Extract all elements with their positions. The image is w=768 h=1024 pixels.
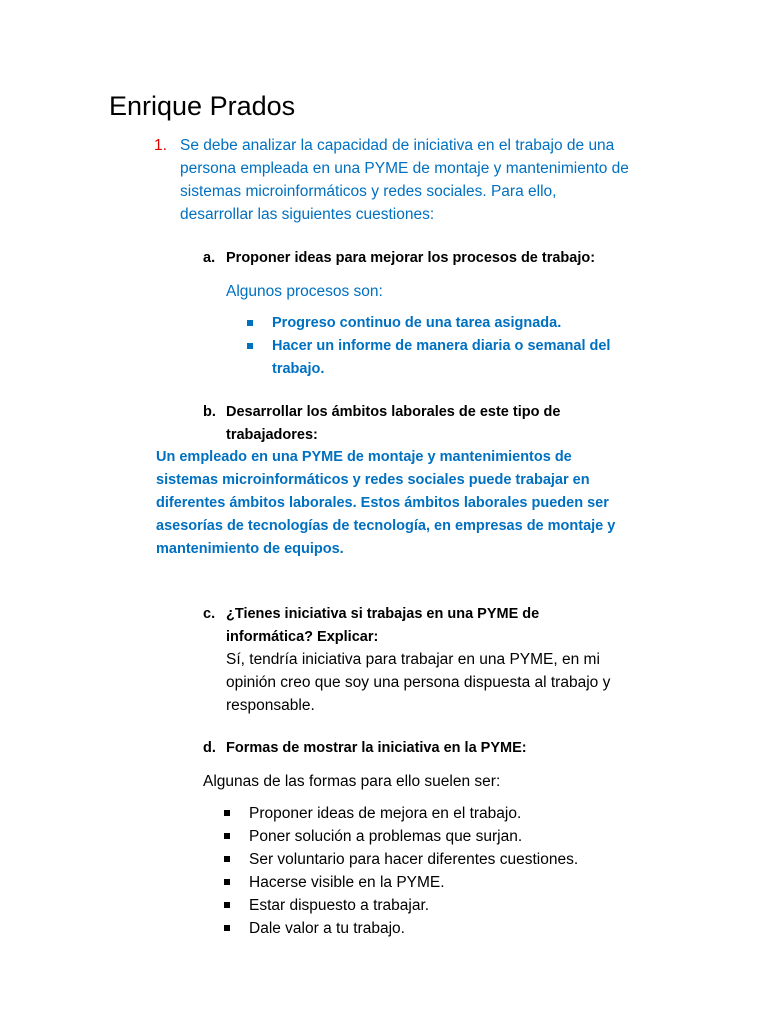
heading-line: informática? Explicar: xyxy=(226,629,379,645)
bullet-square-icon xyxy=(247,343,253,349)
section-c-letter: c. xyxy=(203,606,216,622)
section-a-heading: Proponer ideas para mejorar los procesos de trabajo: xyxy=(226,250,596,266)
answer-line: Un empleado en una PYME de montaje y mantenimientos de xyxy=(156,449,572,465)
list-item-text: Dale valor a tu trabajo. xyxy=(249,920,405,937)
list-item xyxy=(245,335,610,358)
bullet-square-icon xyxy=(224,856,230,862)
list-item-text: Hacer un informe de manera diaria o semanal del xyxy=(272,338,611,354)
question-number: 1. xyxy=(154,137,167,154)
list-item xyxy=(222,802,578,825)
list-item xyxy=(222,894,578,917)
section-b-heading xyxy=(226,401,560,447)
list-item-text: Ser voluntario para hacer diferentes cuestiones. xyxy=(249,851,579,868)
bullet-square-icon xyxy=(247,320,253,326)
list-item-text: Hacerse visible en la PYME. xyxy=(249,874,445,891)
section-a-intro: Algunos procesos son: xyxy=(226,283,383,300)
question-line: sistemas microinformáticos y redes sociales. Para ello, xyxy=(180,183,557,200)
section-d-letter: d. xyxy=(203,740,216,756)
section-d-heading: Formas de mostrar la iniciativa en la PYME: xyxy=(226,740,527,756)
answer-line: responsable. xyxy=(226,697,315,714)
bullet-square-icon xyxy=(224,902,230,908)
answer-line: sistemas microinformáticos y redes sociales puede trabajar en xyxy=(156,472,590,488)
bullet-square-icon xyxy=(224,810,230,816)
section-d-bullet-list xyxy=(222,802,578,940)
list-item xyxy=(222,917,578,940)
heading-line: Desarrollar los ámbitos laborales de este tipo de xyxy=(226,404,561,420)
section-a-letter: a. xyxy=(203,250,216,266)
answer-line: mantenimiento de equipos. xyxy=(156,541,344,557)
list-item xyxy=(222,848,578,871)
section-d-intro: Algunas de las formas para ello suelen ser: xyxy=(203,773,501,790)
list-item-text: Poner solución a problemas que surjan. xyxy=(249,828,523,845)
heading-line: ¿Tienes iniciativa si trabajas en una PYME de xyxy=(226,606,540,622)
bullet-square-icon xyxy=(224,925,230,931)
list-item-text: Proponer ideas de mejora en el trabajo. xyxy=(249,805,522,822)
question-line: desarrollar las siguientes cuestiones: xyxy=(180,206,435,223)
question-text xyxy=(180,134,680,226)
section-b-answer xyxy=(156,446,615,561)
list-item xyxy=(245,312,610,335)
section-c-answer xyxy=(226,648,610,717)
question-line: persona empleada en una PYME de montaje y mantenimiento de xyxy=(180,160,629,177)
section-b-letter: b. xyxy=(203,404,216,420)
list-item xyxy=(222,871,578,894)
answer-line: diferentes ámbitos laborales. Estos ámbitos laborales pueden ser xyxy=(156,495,609,511)
list-item-text: trabajo. xyxy=(272,361,325,377)
bullet-square-icon xyxy=(224,879,230,885)
list-item-continuation xyxy=(245,358,610,381)
answer-line: Sí, tendría iniciativa para trabajar en una PYME, en mi xyxy=(226,651,600,668)
list-item xyxy=(222,825,578,848)
bullet-square-icon xyxy=(224,833,230,839)
document-title: Enrique Prados xyxy=(109,91,296,121)
list-item-text: Progreso continuo de una tarea asignada. xyxy=(272,315,562,331)
answer-line: opinión creo que soy una persona dispuesta al trabajo y xyxy=(226,674,611,691)
answer-line: asesorías de tecnologías de tecnología, en empresas de montaje y xyxy=(156,518,616,534)
section-c-heading xyxy=(226,603,539,649)
section-a-bullet-list xyxy=(245,312,610,381)
list-item-text: Estar dispuesto a trabajar. xyxy=(249,897,430,914)
question-line: Se debe analizar la capacidad de iniciativa en el trabajo de una xyxy=(180,137,615,154)
heading-line: trabajadores: xyxy=(226,427,318,443)
